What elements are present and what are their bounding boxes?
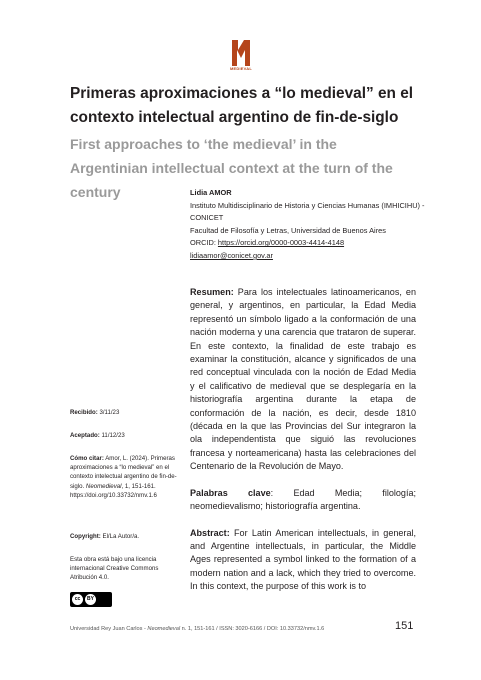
author-email-link[interactable]: lidiaamor@conicet.gov.ar (190, 250, 273, 260)
cc-icon: cc (72, 594, 83, 605)
author-name: Lidia AMOR (190, 188, 232, 197)
received-label: Recibido: (70, 409, 98, 416)
accepted-date (70, 431, 178, 440)
author-block (190, 187, 430, 263)
citation-journal: Neomedieval (85, 482, 122, 490)
keywords-label: Palabras clave (190, 487, 271, 498)
copyright (70, 532, 178, 541)
abstract-text: For Latin American intellectuals, in general, and Argentine intellectuals, in particular, the Middle Ages represented a symbol linked to the formation of a modern nation and a lack, which they tried to overcome. In this context, the purpose of this work is to (190, 527, 416, 592)
copyright-value: El/La Autor/a. (100, 533, 140, 540)
orcid-label: ORCID: (190, 238, 218, 248)
received-value: 3/11/23 (97, 409, 120, 416)
citation-text-end: , 1, 151-161. https://doi.org/10.33732/nmv.1.6 (70, 482, 157, 499)
abstract-label: Abstract: (190, 527, 230, 538)
journal-logo-text: MEDIEVAL (230, 66, 252, 71)
citation-label: Cómo citar: (70, 455, 104, 462)
by-icon: BY (85, 594, 96, 605)
abstract-column (190, 286, 416, 607)
copyright-label: Copyright: (70, 533, 101, 540)
accepted-value: 11/12/23 (99, 432, 125, 439)
footer-details: n. 1, 151-161 / ISSN: 3020-6166 / DOI: 10.33732/nmv.1.6 (180, 626, 325, 632)
article-title: Primeras aproximaciones a “lo medieval” en el contexto intelectual argentino de fin-de-siglo (70, 85, 414, 126)
cc-by-license-icon[interactable] (70, 592, 112, 607)
author-affiliation-1: Instituto Multidisciplinario de Historia y Ciencias Humanas (IMHICIHU) - CONICET (190, 200, 425, 223)
keywords-paragraph (190, 487, 416, 514)
page-number: 151 (395, 620, 414, 632)
footer-journal: Neomedieval (147, 626, 181, 632)
citation-text: Amor, L. (2024). Primeras aproximaciones a “lo medieval” en el contexto intelectual argentino de fin-de-siglo. (70, 455, 177, 490)
article-title-english: First approaches to ‘the medieval’ in the Argentinian intellectual context at the turn of the century (70, 136, 393, 200)
license-text: Esta obra está bajo una licencia internacional Creative Commons Atribución 4.0. (70, 556, 159, 582)
resumen-paragraph (190, 286, 416, 474)
resumen-text: Para los intelectuales latinoamericanos, en general, y argentinos, en particular, la Edad Media representó un símbolo ligado a la conformación de una nación moderna y una carencia que trataron de superar. En este contexto, la finalidad de este trabajo es examinar la constitución, alcance y significados de una red conceptual vinculada con la noción de Edad Media y el calificativo de medieval que se desplegaría en la historiografía argentina durante la etapa de conformación de la nación, es decir, desde 1810 (década en la que las Provincias del Sur integraron la ola independentista que siguió las revoluciones francesa y norteamericana) hasta las celebraciones del Centenario de la Revolución de Mayo. (190, 287, 416, 472)
page-footer (70, 626, 350, 632)
author-orcid (190, 237, 430, 250)
citation (70, 454, 178, 500)
abstract-paragraph (190, 527, 416, 594)
received-date (70, 408, 178, 417)
keywords-text: : Edad Media; filología; neomedievalismo; historiografía argentina. (190, 487, 416, 512)
accepted-label: Aceptado: (70, 432, 100, 439)
orcid-link[interactable]: https://orcid.org/0000-0003-4414-4148 (217, 238, 345, 248)
resumen-label: Resumen: (190, 287, 234, 297)
author-affiliation-2: Facultad de Filosofía y Letras, Universidad de Buenos Aires (190, 225, 386, 235)
footer-publisher: Universidad Rey Juan Carlos - (70, 626, 148, 632)
